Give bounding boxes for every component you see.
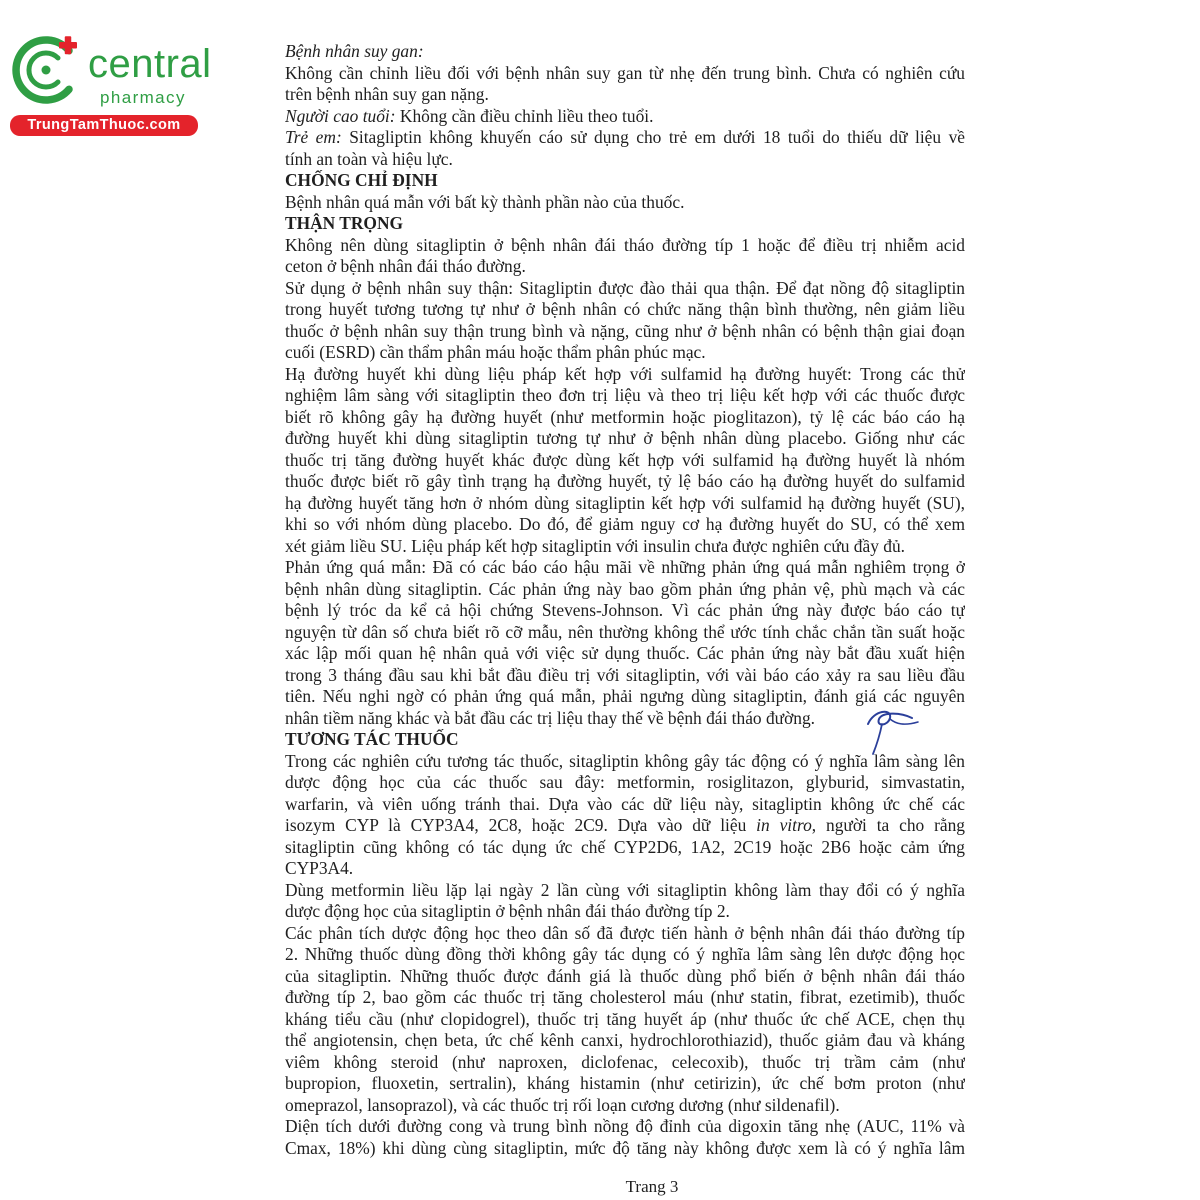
paragraph bbox=[285, 880, 965, 923]
logo-brand-name: central bbox=[88, 42, 212, 86]
text-line: Dùng metformin liều lặp lại ngày 2 lần cùng với sitagliptin không làm thay đổi có ý nghĩa bbox=[285, 879, 965, 900]
text-line bbox=[285, 127, 965, 149]
text-line: sitagliptin cũng không có tác dụng ức chế CYP2D6, 1A2, 2C19 hoặc 2B6 hoặc cảm ứng bbox=[285, 836, 965, 857]
paragraph bbox=[285, 751, 965, 880]
text-span: isozym CYP là CYP3A4, 2C8, hoặc 2C9. Dựa vào dữ liệu bbox=[285, 815, 757, 835]
text-line: bệnh nhân dùng sitagliptin. Các phản ứng này bao gồm phản ứng phản vệ, phù mạch và các bbox=[285, 578, 965, 599]
document-body bbox=[285, 41, 965, 1159]
text-line: bệnh lý tróc da kể cả hội chứng Stevens-Johnson. Vì các phản ứng này được báo cáo tự bbox=[285, 600, 965, 620]
text-line: Trong các nghiên cứu tương tác thuốc, sitagliptin không gây tác động có ý nghĩa lâm sàng lên bbox=[285, 750, 965, 771]
text-line: Bệnh nhân suy gan: bbox=[285, 41, 424, 61]
text-line: hạ đường huyết tăng hơn ở nhóm dùng sitagliptin kết hợp với sulfamid hạ đường huyết (SU), bbox=[285, 492, 965, 513]
text-line: Diện tích dưới đường cong và trung bình nồng độ đỉnh của digoxin tăng nhẹ (AUC, 11% và bbox=[285, 1116, 965, 1136]
logo-tagline: pharmacy bbox=[100, 88, 186, 107]
text-line: omeprazol, lansoprazol), và các thuốc trị rối loạn cương dương (như sildenafil). bbox=[285, 1094, 840, 1115]
text-line bbox=[285, 106, 965, 128]
text-line: TƯƠNG TÁC THUỐC bbox=[285, 729, 459, 749]
text-line: khi so với nhóm dùng placebo. Do đó, để giảm nguy cơ hạ đường huyết do SU, có thể xem bbox=[285, 514, 965, 534]
text-line: biết rõ không gây hạ đường huyết (như metformin hoặc pioglitazon), tỷ lệ các báo cáo hạ bbox=[285, 406, 965, 427]
text-line: thuốc trị tăng đường huyết khác được dùng kết hợp với sulfamid hạ đường huyết là nhóm bbox=[285, 449, 965, 470]
paragraph bbox=[285, 1116, 965, 1159]
paragraph bbox=[285, 106, 965, 128]
text-line: viêm không steroid (như naproxen, diclofenac, celecoxib), thuốc trị trầm cảm (như bbox=[285, 1051, 965, 1072]
text-line: bupropion, fluoxetin, sertralin), kháng histamin (như cetirizin), ức chế bơm proton (như bbox=[285, 1073, 965, 1093]
handwritten-signature-icon bbox=[860, 702, 922, 758]
text-line: thuốc ở bệnh nhân suy thận trung bình và nặng, cũng như ở bệnh nhân có bệnh thận giai đoạn bbox=[285, 320, 965, 341]
text-line: CYP3A4. bbox=[285, 858, 354, 878]
section-heading bbox=[285, 213, 965, 235]
text-line: tính an toàn và hiệu lực. bbox=[285, 148, 453, 169]
paragraph bbox=[285, 235, 965, 278]
text-line: dược động học của sitagliptin ở bệnh nhân đái tháo đường típ 2. bbox=[285, 901, 730, 921]
text-line: warfarin, và viên uống tránh thai. Dựa vào các dữ liệu này, sitagliptin không ức chế các bbox=[285, 793, 965, 814]
paragraph bbox=[285, 278, 965, 364]
text-line: Không nên dùng sitagliptin ở bệnh nhân đái tháo đường típ 1 hoặc để điều trị nhiễm acid bbox=[285, 234, 965, 255]
italic-text: Người cao tuổi: bbox=[285, 105, 396, 126]
paragraph bbox=[285, 364, 965, 558]
text-line: Hạ đường huyết khi dùng liệu pháp kết hợp với sulfamid hạ đường huyết: Trong các thử bbox=[285, 363, 965, 384]
text-line: dược động học của các thuốc sau đây: metformin, rosiglitazon, glyburid, simvastatin, bbox=[285, 772, 965, 792]
text-line: nguyện từ dân số chưa biết rõ cỡ mẫu, nên thường không thể ước tính chắc chắn tần suất hoặc bbox=[285, 621, 965, 642]
section-heading bbox=[285, 170, 965, 192]
text-line: xét giảm liều SU. Liệu pháp kết hợp sitagliptin với insulin chưa được nghiên cứu đầy đủ. bbox=[285, 535, 905, 556]
text-line: CHỐNG CHỈ ĐỊNH bbox=[285, 170, 438, 190]
text-line: đường típ 2, bao gồm các thuốc trị tăng cholesterol máu (như statin, fibrat, ezetimib), thuốc bbox=[285, 987, 965, 1007]
text-line: thể angiotensin, chẹn beta, ức chế kênh canxi, hydrochlorothiazid), thuốc giảm đau và kháng bbox=[285, 1030, 965, 1050]
text-line: Phản ứng quá mẫn: Đã có các báo cáo hậu mãi về những phản ứng quá mẫn nghiêm trọng ở bbox=[285, 557, 965, 577]
subheading bbox=[285, 41, 965, 63]
text-line: của sitagliptin. Những thuốc được đánh giá là thuốc dùng phổ biến ở bệnh nhân đái tháo bbox=[285, 965, 965, 986]
text-line: kháng tiểu cầu (như clopidogrel), thuốc trị tăng huyết áp (như thuốc ức chế ACE, chẹn thụ bbox=[285, 1008, 965, 1029]
text-line: Các phân tích dược động học theo dân số đã được tiến hành ở bệnh nhân đái tháo đường típ bbox=[285, 922, 965, 943]
text-line: thuốc được biết rõ gây tình trạng hạ đường huyết, tỷ lệ báo cáo hạ đường huyết do sulfamid bbox=[285, 471, 965, 491]
text-line: Bệnh nhân quá mẫn với bất kỳ thành phần nào của thuốc. bbox=[285, 191, 685, 212]
italic-text: in vitro bbox=[756, 815, 812, 835]
text-span: Không cần điều chỉnh liều theo tuổi. bbox=[395, 105, 654, 126]
text-line: ceton ở bệnh nhân đái tháo đường. bbox=[285, 256, 526, 276]
text-line: nghiệm lâm sàng với sitagliptin theo đơn trị liệu và theo trị liệu kết hợp với các thuốc được bbox=[285, 385, 965, 405]
text-line: nhân tiềm năng khác và bắt đầu các trị liệu thay thế về bệnh đái tháo đường. bbox=[285, 707, 816, 728]
text-line: Sử dụng ở bệnh nhân suy thận: Sitagliptin được đào thải qua thận. Để đạt nồng độ sitagliptin bbox=[285, 277, 965, 298]
pharmacy-logo[interactable] bbox=[0, 0, 230, 145]
text-line: đường huyết khi dùng sitagliptin tương tự như ở bệnh nhân dùng placebo. Giống như các bbox=[285, 428, 965, 448]
text-line: Không cần chỉnh liều đối với bệnh nhân suy gan từ nhẹ đến trung bình. Chưa có nghiên cứu bbox=[285, 62, 965, 83]
text-span: Sitagliptin không khuyến cáo sử dụng cho trẻ em dưới 18 tuổi do thiếu dữ liệu về bbox=[341, 127, 965, 147]
paragraph bbox=[285, 923, 965, 1117]
paragraph bbox=[285, 63, 965, 106]
logo-site-banner[interactable]: TrungTamThuoc.com bbox=[10, 115, 198, 136]
text-line: tiên. Nếu nghi ngờ có phản ứng quá mẫn, phải ngưng dùng sitagliptin, đánh giá các nguyên bbox=[285, 686, 965, 706]
text-span: , người ta cho rằng bbox=[811, 815, 965, 835]
text-line: cuối (ESRD) cần thẩm phân máu hoặc thẩm phân phúc mạc. bbox=[285, 342, 706, 362]
text-line: Cmax, 18%) khi dùng cùng sitagliptin, mức độ tăng này không được xem là có ý nghĩa lâm bbox=[285, 1137, 965, 1158]
paragraph bbox=[285, 192, 965, 214]
text-line: 2. Những thuốc dùng đồng thời không gây tác dụng có ý nghĩa lâm sàng lên dược động học bbox=[285, 944, 965, 964]
page-number: Trang 3 bbox=[625, 1177, 679, 1196]
pharmacy-cross-logo-icon bbox=[8, 30, 88, 110]
text-line: THẬN TRỌNG bbox=[285, 213, 404, 233]
italic-text: Trẻ em: bbox=[285, 127, 342, 147]
text-line: xác lập mối quan hệ nhân quả với việc sử dụng thuốc. Các phản ứng này bắt đầu xuất hiện bbox=[285, 643, 965, 663]
text-line: trong huyết tương tương tự như ở bệnh nhân có chức năng thận bình thường, nên giảm liều bbox=[285, 299, 965, 319]
text-line bbox=[285, 815, 965, 837]
text-line: trong 3 tháng đầu sau khi bắt đầu điều trị với sitagliptin, với vài báo cáo xảy ra sau liều đầu bbox=[285, 664, 965, 685]
text-line: trên bệnh nhân suy gan nặng. bbox=[285, 84, 489, 104]
paragraph bbox=[285, 127, 965, 170]
